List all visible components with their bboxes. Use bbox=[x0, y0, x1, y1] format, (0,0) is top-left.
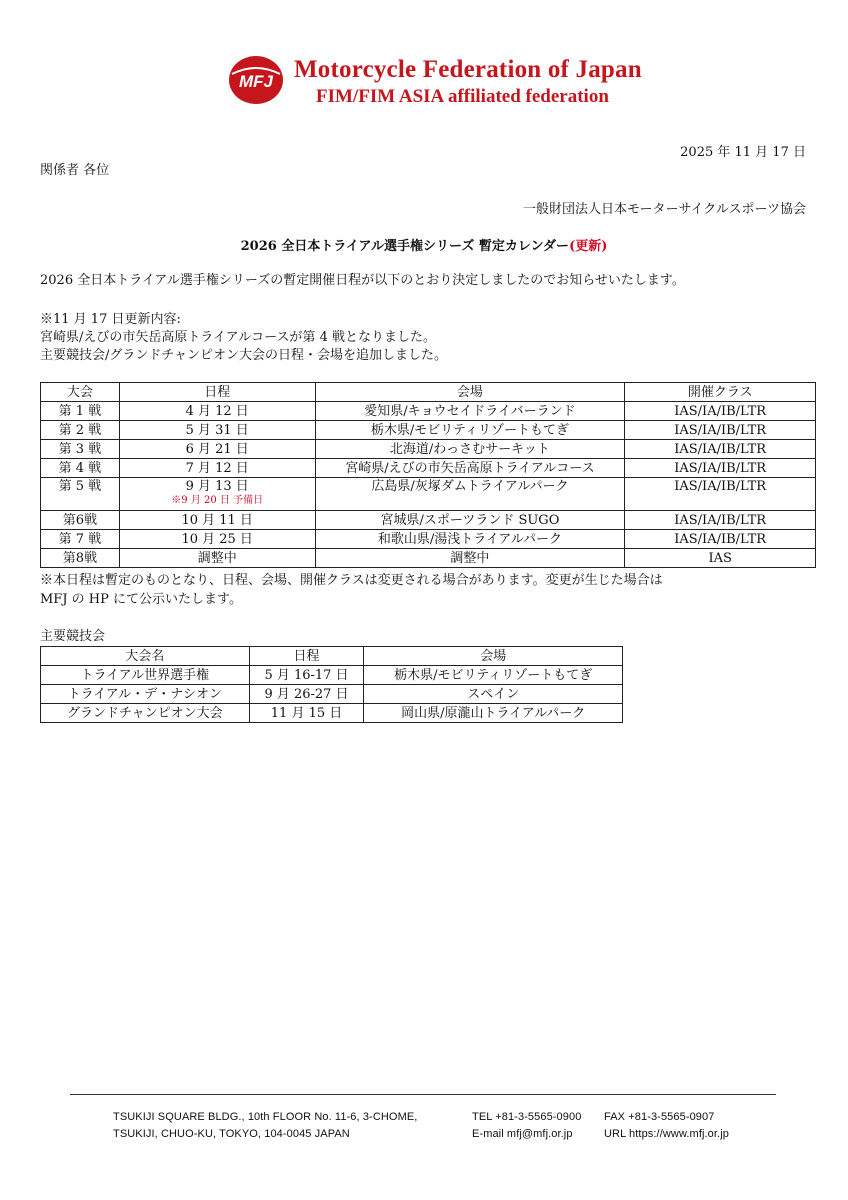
major-events-table bbox=[40, 646, 623, 723]
update-line-1: 宮崎県/えびの市矢岳高原トライアルコースが第 4 戦となりました。 bbox=[40, 330, 436, 345]
venue-cell: 広島県/灰塚ダムトライアルパーク bbox=[315, 478, 625, 511]
venue-cell: 北海道/わっさむサーキット bbox=[315, 440, 625, 459]
schedule-note-line-1: ※本日程は暫定のものとなり、日程、会場、開催クラスは変更される場合があります。変更が生じた場合は bbox=[40, 573, 663, 588]
class-cell: IAS/IA/IB/LTR bbox=[625, 440, 816, 459]
col-header-venue: 会場 bbox=[364, 647, 623, 666]
date-cell: 11 月 15 日 bbox=[249, 704, 364, 723]
table-row bbox=[41, 530, 816, 549]
table-row bbox=[41, 421, 816, 440]
date-cell: 10 月 25 日 bbox=[119, 530, 315, 549]
table-row bbox=[41, 459, 816, 478]
org-name: Motorcycle Federation of Japan bbox=[294, 56, 642, 83]
round-cell: 第 4 戦 bbox=[41, 459, 120, 478]
update-heading: ※11 月 17 日更新内容: bbox=[40, 312, 181, 327]
date-cell: 5 月 31 日 bbox=[119, 421, 315, 440]
venue-cell: 和歌山県/湯浅トライアルパーク bbox=[315, 530, 625, 549]
footer-fax: FAX +81-3-5565-0907 bbox=[604, 1111, 715, 1123]
date-cell: 5 月 16-17 日 bbox=[249, 666, 364, 685]
class-cell: IAS/IA/IB/LTR bbox=[625, 511, 816, 530]
major-header-row bbox=[41, 647, 623, 666]
venue-cell: スペイン bbox=[364, 685, 623, 704]
col-header-date: 日程 bbox=[249, 647, 364, 666]
venue-cell: 調整中 bbox=[315, 549, 625, 568]
round-cell: 第 3 戦 bbox=[41, 440, 120, 459]
footer-url: URL https://www.mfj.or.jp bbox=[604, 1128, 729, 1140]
round-cell: 第6戦 bbox=[41, 511, 120, 530]
round-cell: 第 7 戦 bbox=[41, 530, 120, 549]
date-cell: 6 月 21 日 bbox=[119, 440, 315, 459]
date-cell: 4 月 12 日 bbox=[119, 402, 315, 421]
title-main: 2026 全日本トライアル選手権シリーズ 暫定カレンダー bbox=[240, 239, 570, 254]
table-row bbox=[41, 685, 623, 704]
date-cell: 7 月 12 日 bbox=[119, 459, 315, 478]
calendar-table bbox=[40, 382, 816, 568]
round-cell: 第 2 戦 bbox=[41, 421, 120, 440]
schedule-note-line-2: MFJ の HP にて公示いたします。 bbox=[40, 592, 242, 607]
event-name-cell: トライアル・デ・ナシオン bbox=[41, 685, 250, 704]
footer-tel: TEL +81-3-5565-0900 bbox=[472, 1111, 582, 1123]
footer-email: E-mail mfj@mfj.or.jp bbox=[472, 1128, 573, 1140]
table-row bbox=[41, 478, 816, 511]
footer-divider bbox=[70, 1094, 776, 1095]
round-cell: 第 5 戦 bbox=[41, 478, 120, 511]
col-header-venue: 会場 bbox=[315, 383, 625, 402]
class-cell: IAS/IA/IB/LTR bbox=[625, 478, 816, 511]
class-cell: IAS/IA/IB/LTR bbox=[625, 421, 816, 440]
mfj-logo bbox=[226, 54, 286, 106]
addressee: 関係者 各位 bbox=[40, 163, 110, 178]
update-line-2: 主要競技会/グランドチャンピオン大会の日程・会場を追加しました。 bbox=[40, 348, 447, 363]
table-row bbox=[41, 704, 623, 723]
venue-cell: 愛知県/キョウセイドライバーランド bbox=[315, 402, 625, 421]
col-header-class: 開催クラス bbox=[625, 383, 816, 402]
major-events-label: 主要競技会 bbox=[40, 629, 106, 644]
footer-address-line-1: TSUKIJI SQUARE BLDG., 10th FLOOR No. 11-6, 3-CHOME, bbox=[113, 1111, 418, 1123]
date-cell: 調整中 bbox=[119, 549, 315, 568]
venue-cell: 宮崎県/えびの市矢岳高原トライアルコース bbox=[315, 459, 625, 478]
issuer: 一般財団法人日本モーターサイクルスポーツ協会 bbox=[522, 202, 806, 217]
letter-date: 2025 年 11 月 17 日 bbox=[680, 145, 806, 160]
intro-text: 2026 全日本トライアル選手権シリーズの暫定開催日程が以下のとおり決定しましたのでお知らせいたします。 bbox=[40, 273, 685, 288]
table-row bbox=[41, 549, 816, 568]
reserve-day-note: ※9 月 20 日 予備日 bbox=[171, 495, 264, 506]
class-cell: IAS bbox=[625, 549, 816, 568]
venue-cell: 岡山県/原瀧山トライアルパーク bbox=[364, 704, 623, 723]
title-updated: (更新) bbox=[569, 239, 608, 254]
table-row bbox=[41, 511, 816, 530]
table-row bbox=[41, 666, 623, 685]
class-cell: IAS/IA/IB/LTR bbox=[625, 530, 816, 549]
event-name-cell: グランドチャンピオン大会 bbox=[41, 704, 250, 723]
col-header-date: 日程 bbox=[119, 383, 315, 402]
class-cell: IAS/IA/IB/LTR bbox=[625, 402, 816, 421]
table-row bbox=[41, 402, 816, 421]
venue-cell: 栃木県/モビリティリゾートもてぎ bbox=[364, 666, 623, 685]
footer-address-line-2: TSUKIJI, CHUO-KU, TOKYO, 104-0045 JAPAN bbox=[113, 1128, 350, 1140]
document-title bbox=[0, 235, 848, 254]
venue-cell: 宮城県/スポーツランド SUGO bbox=[315, 511, 625, 530]
col-header-event-name: 大会名 bbox=[41, 647, 250, 666]
calendar-header-row bbox=[41, 383, 816, 402]
org-subtitle: FIM/FIM ASIA affiliated federation bbox=[316, 86, 609, 107]
date-value: 9 月 13 日 bbox=[185, 479, 249, 494]
col-header-round: 大会 bbox=[41, 383, 120, 402]
round-cell: 第 1 戦 bbox=[41, 402, 120, 421]
venue-cell: 栃木県/モビリティリゾートもてぎ bbox=[315, 421, 625, 440]
date-cell: 10 月 11 日 bbox=[119, 511, 315, 530]
class-cell: IAS/IA/IB/LTR bbox=[625, 459, 816, 478]
table-row bbox=[41, 440, 816, 459]
date-cell: 9 月 26-27 日 bbox=[249, 685, 364, 704]
logo-text: MFJ bbox=[239, 72, 273, 91]
date-cell bbox=[119, 478, 315, 511]
event-name-cell: トライアル世界選手権 bbox=[41, 666, 250, 685]
round-cell: 第8戦 bbox=[41, 549, 120, 568]
